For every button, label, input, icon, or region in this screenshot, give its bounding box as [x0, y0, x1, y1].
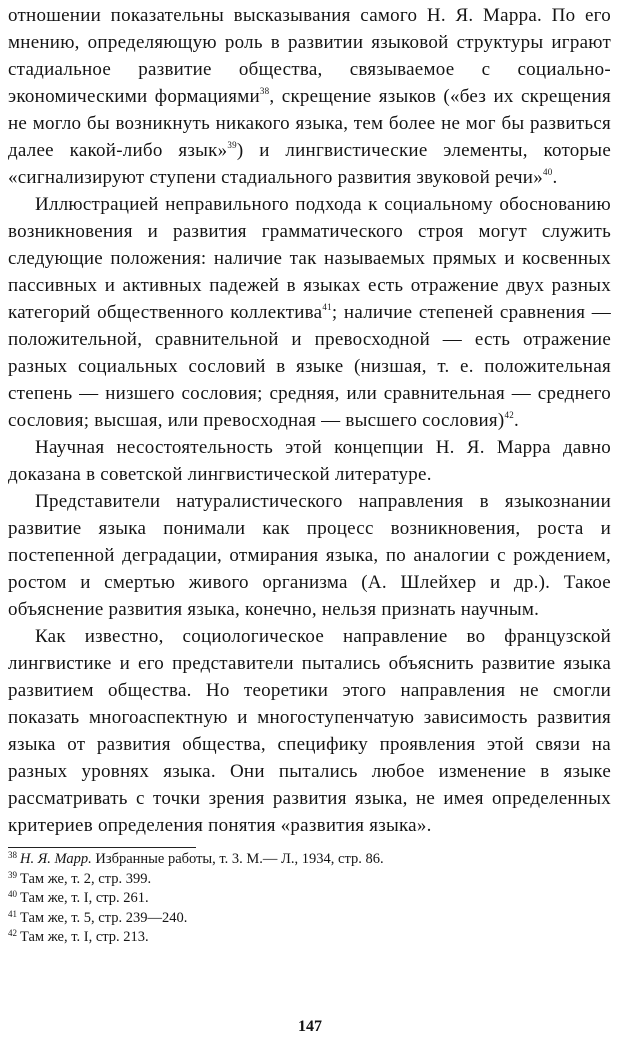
footnote-text: Там же, т. 5, стр. 239—240.	[20, 909, 188, 926]
p1-text-a: отношении показательны высказывания самого Н. Я. Марра. По его мнению, определяющую роль в развитии языковой структуры играют стадиальное развитие общества, связываемое с социально-экономическими формациями	[8, 5, 611, 107]
paragraph-4	[8, 488, 611, 623]
footnote-39	[8, 870, 611, 890]
page-number: 147	[298, 1018, 322, 1035]
footnote-text: Там же, т. 2, стр. 399.	[20, 870, 152, 887]
footnotes	[8, 847, 611, 948]
p4-text: Представители натуралистического направления в языкознании развитие языка понимали как процесс возникновения, роста и постепенной деградации, отмирания языка, по аналогии с рождением, ростом и смертью живого организма (А. Шлейхер и др.). Такое объяснение развития языка, конечно, нельзя признать научным.	[8, 491, 611, 620]
footnote-number: 42	[8, 928, 17, 938]
p1-text-b: , скрещение языков («без их скрещения не могло бы возникнуть никакого языка, тем более не мог бы развиться далее какой-либо язык»	[8, 86, 611, 161]
footnote-42	[8, 928, 611, 948]
p1-text-d: .	[552, 167, 558, 188]
footnote-ref-40: 40	[542, 167, 553, 177]
paragraph-5	[8, 623, 611, 839]
p2-text-a: Иллюстрацией неправильного подхода к социальному обоснованию возникновения и развития грамматического строя могут служить следующие положения: наличие так называемых прямых и косвенных пассивных и активных падежей в языках есть отражение двух разных категорий общественного коллектива	[8, 194, 611, 323]
main-text	[8, 2, 611, 839]
paragraph-3	[8, 434, 611, 488]
footnote-divider	[8, 847, 196, 848]
footnote-number: 38	[8, 850, 17, 860]
footnote-text: Там же, т. I, стр. 213.	[20, 929, 149, 945]
paragraph-1	[8, 2, 611, 191]
footnote-author: Н. Я. Марр.	[20, 851, 92, 867]
footnote-ref-41: 41	[322, 302, 332, 312]
footnote-ref-42: 42	[504, 410, 514, 420]
p3-text: Научная несостоятельность этой концепции Н. Я. Марра давно доказана в советской лингвистической литературе.	[8, 437, 611, 485]
footnote-number: 40	[8, 889, 17, 899]
footnote-text: Избранные работы, т. 3. М.— Л., 1934, стр. 86.	[91, 851, 384, 867]
p2-text-b: ; наличие степеней сравнения — положительной, сравнительной и превосходной — есть отражение разных социальных сословий в языке (низшая, т. е. положительная степень — низшего сословия; средняя, или сравнительная — среднего сословия; высшая, или превосходная — высшего сословия)	[8, 302, 612, 431]
footnote-ref-38: 38	[259, 86, 270, 96]
footnote-ref-39: 39	[227, 140, 237, 150]
footnote-number: 41	[8, 908, 17, 919]
paragraph-2	[8, 191, 611, 434]
footnote-text: Там же, т. I, стр. 261.	[20, 890, 149, 906]
footnote-number: 39	[8, 869, 17, 880]
footnote-38	[8, 850, 611, 870]
footnote-41	[8, 909, 611, 929]
p2-text-c: .	[513, 410, 519, 431]
p5-text: Как известно, социологическое направление во французской лингвистике и его представители пытались объяснить развитие языка развитием общества. Но теоретики этого направления не смогли показать многоаспектную и многоступенчатую зависимость развития языка от развития общества, специфику проявления этой связи на разных уровнях языка. Они пытались любое изменение в языке рассматривать с точки зрения развития языка, не имея определенных критериев определения понятия «развития языка».	[8, 626, 611, 836]
p1-text-c: ) и лингвистические элементы, которые «сигнализируют ступени стадиального развития звуковой речи»	[8, 140, 612, 188]
footnote-40	[8, 889, 611, 909]
